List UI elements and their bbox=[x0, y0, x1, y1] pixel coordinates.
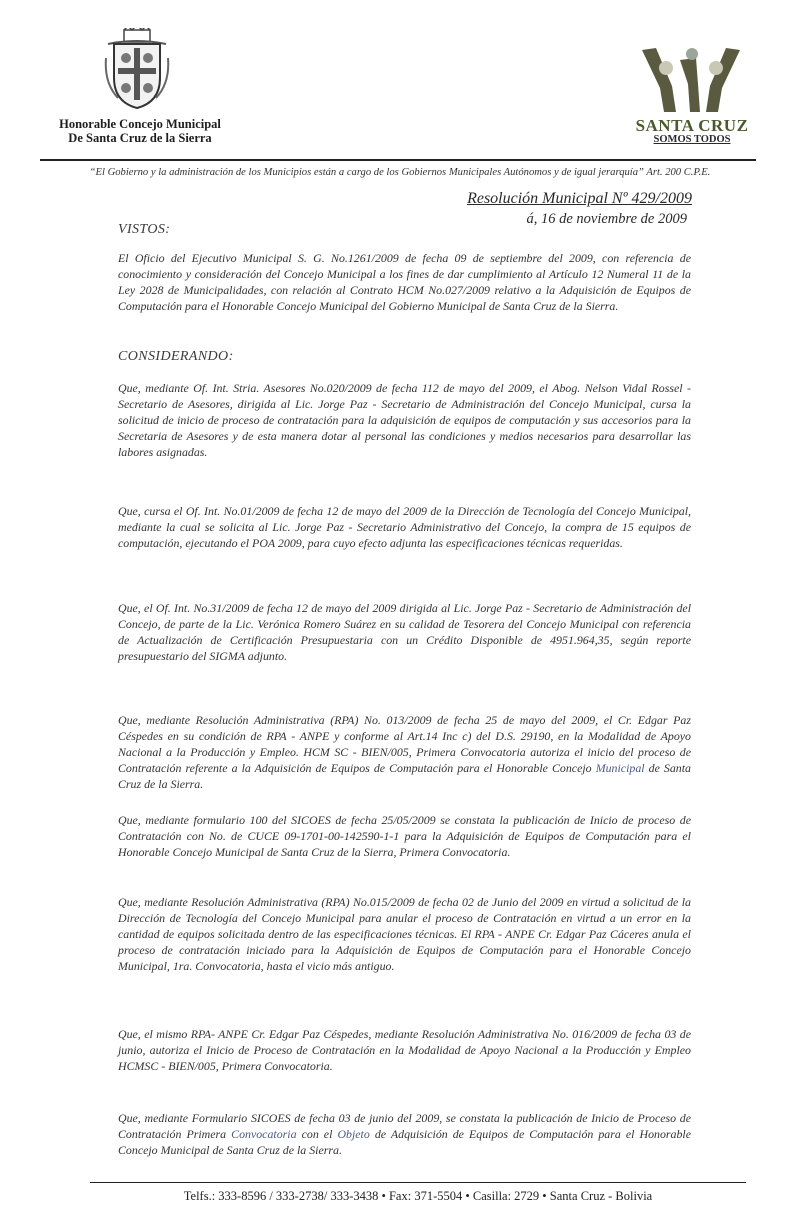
considerando-paragraph-1: Que, mediante Of. Int. Stria. Asesores No.020/2009 de fecha 112 de mayo del 2009, el Abog. Nelson Vidal Rossel - Secretario de Asesores, dirigida al Lic. Jorge Paz - Secretario de Administración del Concejo Municipal, cursa la solicitud de inicio de proceso de contratación para la adquisición de equipos de computación y sus accesorios para la Secretaria de Asesores y de esta manera dotar al personal las condiciones y medios necesarios para desarrollar las labores asignadas. bbox=[118, 381, 691, 459]
org-line-2: De Santa Cruz de la Sierra bbox=[68, 131, 212, 145]
coat-of-arms-icon bbox=[104, 28, 170, 112]
considerando-paragraph-2: Que, cursa el Of. Int. No.01/2009 de fecha 12 de mayo del 2009 de la Dirección de Tecnología del Concejo Municipal, mediante la cual se solicita al Lic. Jorge Paz - Secretario Administrativo del Concejo, la compra de 15 equipos de computación, ejecutando el POA 2009, para cuyo efecto adjunta las especificaciones técnicas requeridas. bbox=[118, 504, 691, 550]
resolution-title: Resolución Municipal Nº 429/2009 bbox=[467, 190, 692, 207]
santa-cruz-logo-icon bbox=[636, 46, 746, 116]
org-line-1: Honorable Concejo Municipal bbox=[59, 117, 221, 131]
brand-subtitle: SOMOS TODOS bbox=[653, 134, 731, 145]
footer-divider bbox=[90, 1182, 746, 1183]
brand-block bbox=[630, 117, 754, 146]
vistos-paragraph: El Oficio del Ejecutivo Municipal S. G. No.1261/2009 de fecha 09 de septiembre del 2009, con referencia de conocimiento y consideración del Concejo Municipal a los fines de dar cumplimiento al Artículo 12 Numeral 11 de la Ley 2028 de Municipalidades, con relación al Contrato HCM No.027/2009 relativo a la Adquisición de Equipos de Computación para el Honorable Concejo Municipal del Gobierno Municipal de Santa Cruz de la Sierra. bbox=[118, 251, 691, 313]
considerando-paragraph-3: Que, el Of. Int. No.31/2009 de fecha 12 de mayo del 2009 dirigida al Lic. Jorge Paz - Secretario de Administración del Concejo, de parte de la Lic. Verónica Romero Suárez en su calidad de Tesorera del Concejo Municipal con referencia de Actualización de Certificación Presupuestaria con un Crédito Disponible de 4951.964,35, según reporte presupuestario del SIGMA adjunto. bbox=[118, 601, 691, 663]
considerando-paragraph-4 bbox=[118, 712, 691, 792]
footer-contact: Telfs.: 333-8596 / 333-2738/ 333-3438 • Fax: 371-5504 • Casilla: 2729 • Santa Cruz - Bolivia bbox=[183, 1189, 653, 1203]
considerando-paragraph-6: Que, mediante Resolución Administrativa (RPA) No.015/2009 de fecha 02 de Junio del 2009 en virtud a solicitud de la Dirección de Tecnología del Concejo Municipal para anular el proceso de Contratación en virtud a un error en la cantidad de equipos solicitada dentro de las especificaciones técnicas. El RPA - ANPE Cr. Edgar Paz Cáceres anula el proceso de contratación iniciado para la Adquisición de Equipos de Computación para el Honorable Concejo Municipal, 1ra. Convocatoria, hasta el vicio más antiguo. bbox=[118, 895, 691, 973]
paragraph-4-highlight: Municipal bbox=[595, 761, 645, 775]
paragraph-8-highlight-1: Convocatoria bbox=[231, 1127, 297, 1141]
issuer-name bbox=[40, 117, 240, 145]
brand-title: SANTA CRUZ bbox=[635, 116, 749, 135]
paragraph-4-text-a: Que, mediante Resolución Administrativa (RPA) No. 013/2009 de fecha 25 de mayo del 2009, el Cr. Edgar Paz Céspedes en su condición de RPA - ANPE y conforme al Art.14 Inc c) del D.S. 29190, en la Modalidad de Apoyo Nacional a la Producción y Empleo. HCM SC - BIEN/005, Primera Convocatoria autoriza el inicio del proceso de Contratación referente a la Adquisición de Equipos de Computación para el Honorable Concejo bbox=[118, 713, 691, 775]
paragraph-8-highlight-2: Objeto bbox=[337, 1127, 370, 1141]
constitution-quote: “El Gobierno y la administración de los Municipios están a cargo de los Gobiernos Municipales Autónomos y de igual jerarquía” Art. 200 C.P.E. bbox=[89, 167, 711, 178]
considerando-paragraph-5: Que, mediante formulario 100 del SICOES de fecha 25/05/2009 se constata la publicación de Inicio de proceso de Contratación con No. de CUCE 09-1701-00-142590-1-1 para la Adquisición de Equipos de Computación para el Honorable Concejo Municipal de Santa Cruz de la Sierra, Primera Convocatoria. bbox=[118, 813, 691, 859]
considerando-paragraph-8 bbox=[118, 1110, 691, 1158]
considerando-heading: CONSIDERANDO: bbox=[118, 349, 234, 364]
paragraph-4-text-b: de Santa Cruz de la Sierra. bbox=[118, 761, 691, 791]
considerando-paragraph-7: Que, el mismo RPA- ANPE Cr. Edgar Paz Céspedes, mediante Resolución Administrativa No. 016/2009 de fecha 03 de junio, autoriza el Inicio de Proceso de Contratación en la Modalidad de Apoyo Nacional a la Producción y Empleo HCMSC - BIEN/005, Primera Convocatoria. bbox=[118, 1027, 691, 1073]
paragraph-8-text-a: Que, mediante Formulario SICOES de fecha 03 de junio del 2009, se constata la publicación de Inicio de Proceso de Contratación Primera bbox=[118, 1111, 691, 1141]
resolution-date: á, 16 de noviembre de 2009 bbox=[526, 211, 687, 227]
header-divider bbox=[40, 159, 756, 161]
paragraph-8-text-b: con el bbox=[301, 1127, 333, 1141]
paragraph-8-text-c: de Adquisición de Equipos de Computación para el Honorable Concejo Municipal de Santa Cruz de la Sierra. bbox=[118, 1127, 691, 1157]
vistos-heading: VISTOS: bbox=[118, 222, 171, 237]
